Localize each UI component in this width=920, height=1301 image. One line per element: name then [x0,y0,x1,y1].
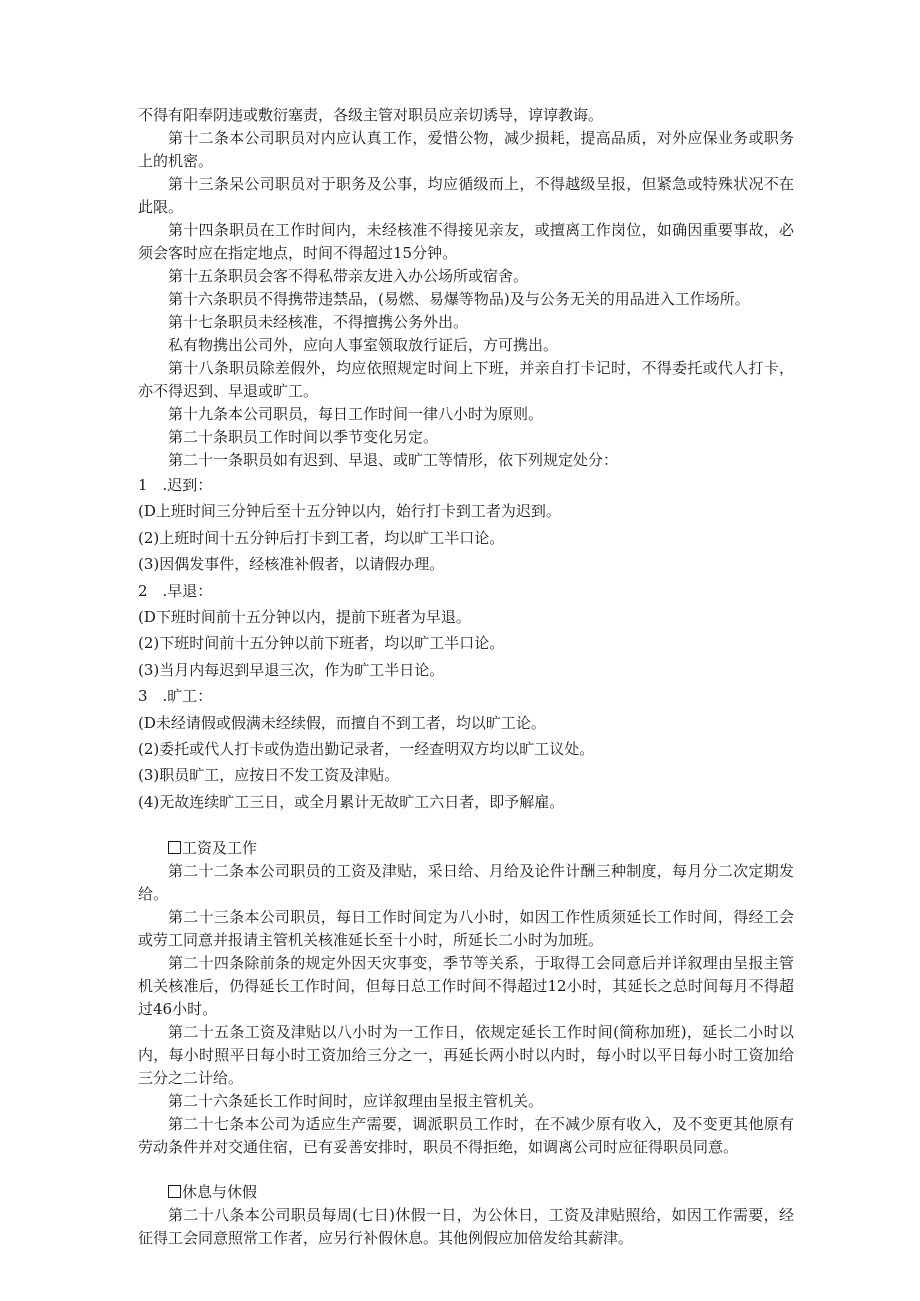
paragraph: 第二十条职员工作时间以季节变化另定。 [168,428,439,446]
paragraph: 第十四条职员在工作时间内，未经核准不得接见亲友，或擅离工作岗位，如确因重要事故，必须会客时应在指定地点，时间不得超过15分钟。 [138,221,794,262]
section-heading [138,837,794,860]
list-item: (3)因偶发事件，经核准补假者，以请假办理。 [138,555,445,574]
section-heading-text: 工资及工作 [182,839,258,858]
document-page [138,104,794,1250]
paragraph: 第十七条职员未经核准，不得擅携公务外出。 [168,313,469,331]
paragraph: 第二十八条本公司职员每周(七日)休假一日，为公休日，工资及津贴照给，如因工作需要，经征得工会同意照常工作者，应另行补假休息。其他例假应加倍发给其薪津。 [138,1206,794,1248]
list-item: 1 .迟到： [138,476,213,494]
list-item: (3)职员旷工，应按日不发工资及津贴。 [138,766,400,785]
list-item: (2)委托或代人打卡或伪造出勤记录者，一经查明双方均以旷工议处。 [138,739,595,758]
paragraph: 第十六条职员不得携带违禁品，(易燃、易爆等物品)及与公务无关的用品进入工作场所。 [168,290,750,308]
checkbox-square-icon [168,1185,181,1198]
paragraph: 第十三条呆公司职员对于职务及公事，均应循级而上，不得越级呈报，但紧急或特殊状况不在此限。 [138,175,794,216]
paragraph: 第十五条职员会客不得私带亲友进入办公场所或宿舍。 [168,267,529,285]
section-heading [138,1181,794,1204]
paragraph: 第二十一条职员如有迟到、早退、或旷工等情形，依下列规定处分： [168,451,619,469]
list-item: (D未经请假或假满未经续假，而擅自不到工者，均以旷工论。 [138,713,546,732]
list-item: (2)下班时间前十五分钟以前下班者，均以旷工半口论。 [138,634,505,653]
list-item: 2 .早退： [138,581,213,600]
paragraph: 第二十五条工资及津贴以八小时为一工作日，依规定延长工作时间(简称加班)，延长二小时以内，每小时照平日每小时工资加给三分之一，再延长两小时以内时，每小时以平日每小时工资加给三分之二计给。 [138,1023,794,1088]
section-heading-text: 休息与休假 [182,1183,258,1202]
paragraph: 第二十二条本公司职员的工资及津贴，采日给、月给及论件计酬三种制度，每月分二次定期发给。 [138,862,794,904]
paragraph: 第十二条本公司职员对内应认真工作，爱惜公物，减少损耗，提高品质，对外应保业务或职务上的机密。 [138,129,794,170]
list-item: (4)无故连续旷工三日，或全月累计无故旷工六日者，即予解雇。 [138,792,565,811]
paragraph: 第二十四条除前条的规定外因天灾事变，季节等关系，于取得工会同意后并详叙理由呈报主管机关核准后，仍得延长工作时间，但每日总工作时间不得超过12小时，其延长之总时间每月不得超过46小时。 [138,954,794,1019]
paragraph: 第十九条本公司职员，每日工作时间一律八小时为原则。 [168,405,544,423]
paragraph: 第二十七条本公司为适应生产需要，调派职员工作时，在不减少原有收入，及不变更其他原有劳动条件并对交通住宿，已有妥善安排时，职员不得拒绝，如调离公司时应征得职员同意。 [138,1115,794,1157]
checkbox-square-icon [168,841,181,854]
paragraph: 第二十三条本公司职员，每日工作时间定为八小时，如因工作性质须延长工作时间，得经工会或劳工同意并报请主管机关核准延长至十小时，所延长二小时为加班。 [138,908,794,950]
list-item: (2)上班时间十五分钟后打卡到工者，均以旷工半口论。 [138,528,505,547]
list-item: (D下班时间前十五分钟以内，提前下班者为早退。 [138,607,471,626]
paragraph: 第二十六条延长工作时间时，应详叙理由呈报主管机关。 [168,1092,544,1111]
list-item: 3 .旷工： [138,687,213,706]
paragraph: 第十八条职员除差假外，均应依照规定时间上下班，并亲自打卡记时，不得委托或代人打卡，亦不得迟到、早退或旷工。 [138,359,794,400]
paragraph: 不得有阳奉阴违或敷衍塞责，各级主管对职员应亲切诱导，谆谆教诲。 [138,106,604,124]
paragraph: 私有物携出公司外，应向人事室领取放行证后，方可携出。 [168,336,559,354]
list-item: (3)当月内每迟到早退三次，作为旷工半日论。 [138,660,445,679]
list-item: (D上班时间三分钟后至十五分钟以内，始行打卡到工者为迟到。 [138,502,561,521]
